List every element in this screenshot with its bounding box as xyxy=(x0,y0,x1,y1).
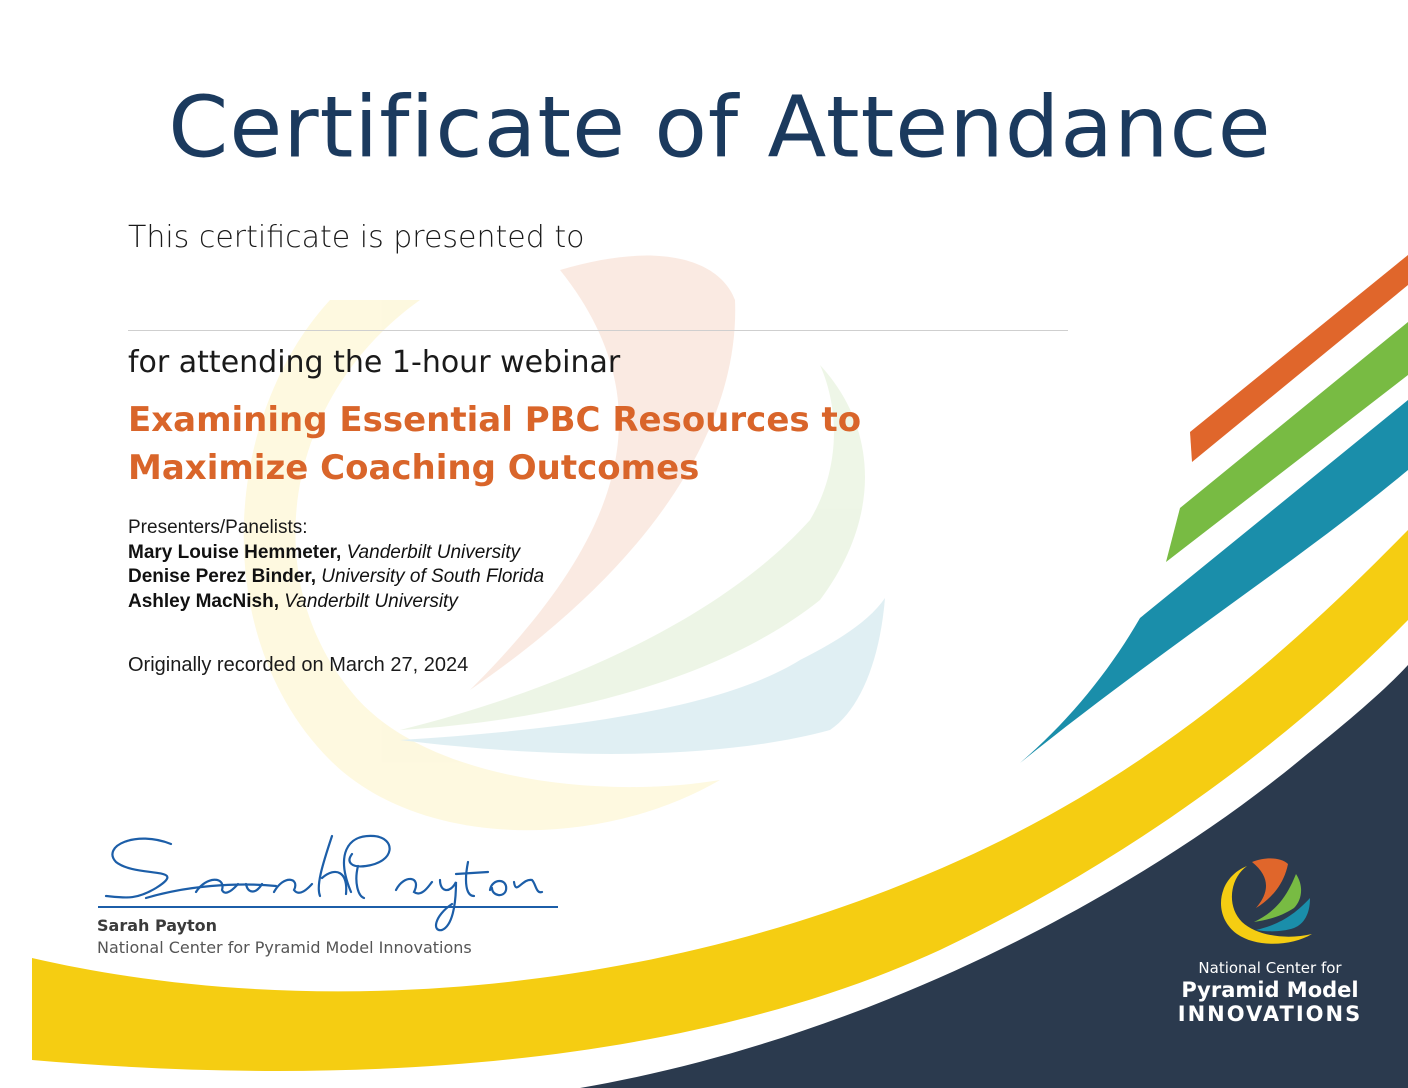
presenter-affiliation: Vanderbilt University xyxy=(284,591,458,612)
presenter-item xyxy=(128,566,544,588)
presenter-affiliation: University of South Florida xyxy=(321,566,545,587)
webinar-title-line1: Examining Essential PBC Resources to xyxy=(128,400,862,440)
signature-line xyxy=(98,906,558,908)
logo-line1: National Center for xyxy=(1198,959,1342,977)
pyramid-model-logo-text xyxy=(1160,958,1380,1026)
presenter-name: Ashley MacNish, xyxy=(128,591,279,612)
webinar-title-line2: Maximize Coaching Outcomes xyxy=(128,448,700,488)
signer-organization: National Center for Pyramid Model Innovations xyxy=(97,938,472,957)
signer-name: Sarah Payton xyxy=(97,916,218,935)
presenter-item xyxy=(128,591,458,613)
attending-text: for attending the 1-hour webinar xyxy=(128,345,621,380)
presenter-affiliation: Vanderbilt University xyxy=(346,542,521,563)
logo-line3: INNOVATIONS xyxy=(1177,1002,1363,1026)
recipient-name-line xyxy=(128,330,1068,331)
presenter-name: Denise Perez Binder, xyxy=(128,566,316,587)
presenters-label: Presenters/Panelists: xyxy=(128,517,308,538)
presented-to-text: This certificate is presented to xyxy=(128,220,585,255)
presenter-name: Mary Louise Hemmeter, xyxy=(128,542,342,563)
presenter-item xyxy=(128,542,520,564)
certificate-title: Certificate of Attendance xyxy=(168,79,1272,177)
logo-line2: Pyramid Model xyxy=(1181,978,1359,1002)
pyramid-model-logo-icon xyxy=(1212,856,1322,951)
recorded-date: Originally recorded on March 27, 2024 xyxy=(128,654,469,676)
webinar-title xyxy=(128,396,888,492)
